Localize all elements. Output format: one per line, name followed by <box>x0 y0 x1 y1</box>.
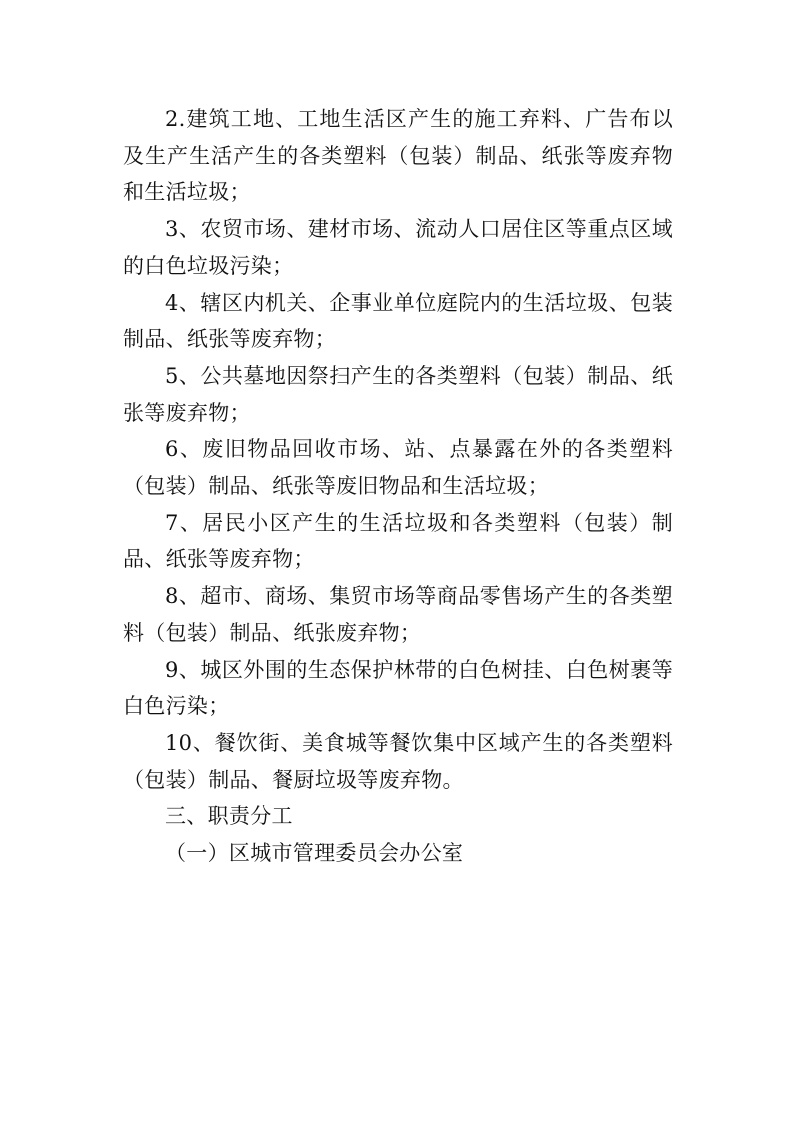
section-heading: 三、职责分工 <box>165 804 293 829</box>
list-item-7: 7、居民小区产生的生活垃圾和各类塑料（包装）制品、纸张等废弃物； <box>123 510 673 572</box>
list-item-6: 6、废旧物品回收市场、站、点暴露在外的各类塑料（包装）制品、纸张等废旧物品和生活垃圾； <box>123 437 673 499</box>
list-item-8: 8、超市、商场、集贸市场等商品零售场产生的各类塑料（包装）制品、纸张废弃物； <box>123 584 673 645</box>
list-item-10: 10、餐饮街、美食城等餐饮集中区域产生的各类塑料（包装）制品、餐厨垃圾等废弃物。 <box>123 730 673 792</box>
subsection-heading: （一）区城市管理委员会办公室 <box>165 841 464 866</box>
list-item-2: 2.建筑工地、工地生活区产生的施工弃料、广告布以及生产生活产生的各类塑料（包装）制品、纸张等废弃物和生活垃圾； <box>123 107 673 205</box>
list-item-3: 3、农贸市场、建材市场、流动人口居住区等重点区域的白色垃圾污染； <box>123 217 673 278</box>
list-item-4: 4、辖区内机关、企事业单位庭院内的生活垃圾、包装制品、纸张等废弃物； <box>123 290 673 352</box>
list-item-9: 9、城区外围的生态保护林带的白色树挂、白色树裹等白色污染； <box>123 657 673 719</box>
document-page <box>123 101 673 872</box>
list-item-5: 5、公共墓地因祭扫产生的各类塑料（包装）制品、纸张等废弃物； <box>123 363 673 425</box>
